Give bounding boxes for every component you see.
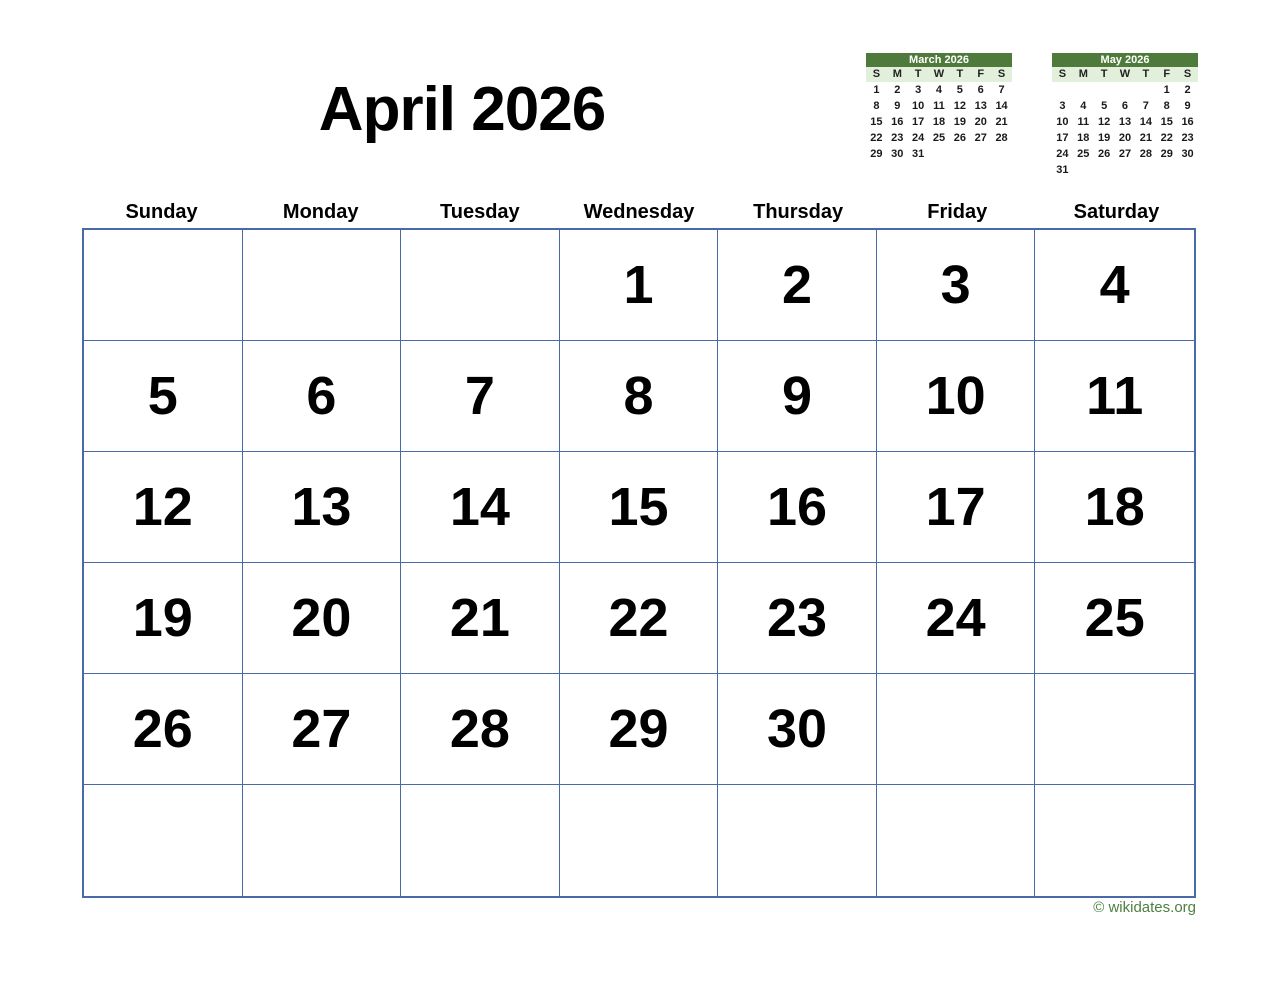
mini-day-8: 8 <box>1163 100 1170 112</box>
day-cell-9 <box>718 341 877 452</box>
mini-week-row <box>1052 114 1198 130</box>
empty-day-cell <box>877 785 1036 896</box>
day-cell-5 <box>84 341 243 452</box>
mini-calendar-day-letters <box>866 67 1012 82</box>
empty-day-cell <box>1035 785 1194 896</box>
mini-day-30: 30 <box>891 148 904 160</box>
mini-calendar-title: May 2026 <box>1052 53 1198 67</box>
day-number: 27 <box>291 699 352 759</box>
weekday-label-saturday: Saturday <box>1073 200 1160 223</box>
mini-day-29: 29 <box>1160 148 1173 160</box>
empty-day-cell <box>243 230 402 341</box>
day-number: 24 <box>925 588 986 648</box>
mini-calendar-may <box>1052 53 1198 178</box>
mini-day-19: 19 <box>1098 132 1111 144</box>
mini-empty-day <box>1052 82 1073 98</box>
weekday-label-sunday: Sunday <box>125 200 198 223</box>
mini-week-row <box>1052 98 1198 114</box>
mini-day-1: 1 <box>1163 84 1170 96</box>
mini-calendar-title: March 2026 <box>866 53 1012 67</box>
mini-day-2: 2 <box>1184 84 1191 96</box>
mini-day-18: 18 <box>932 116 946 128</box>
day-number: 14 <box>449 477 510 537</box>
day-number: 9 <box>782 366 813 426</box>
day-number: 10 <box>925 366 986 426</box>
mini-day-11: 11 <box>1077 116 1090 128</box>
mini-day-21: 21 <box>1139 132 1152 144</box>
day-cell-4 <box>1035 230 1194 341</box>
day-number: 3 <box>940 255 971 315</box>
weekday-label-monday: Monday <box>282 200 359 223</box>
weekday-label-friday: Friday <box>927 200 988 223</box>
mini-day-25: 25 <box>932 132 946 144</box>
day-number: 16 <box>767 477 828 537</box>
day-cell-16 <box>718 452 877 563</box>
day-cell-18 <box>1035 452 1194 563</box>
empty-day-cell <box>401 785 560 896</box>
day-number: 22 <box>608 588 669 648</box>
mini-day-7: 7 <box>998 84 1005 96</box>
day-number: 15 <box>608 477 669 537</box>
mini-empty-day <box>1073 82 1094 98</box>
day-number: 20 <box>291 588 352 648</box>
mini-day-28: 28 <box>1139 148 1152 160</box>
mini-day-22: 22 <box>1160 132 1173 144</box>
mini-day-6: 6 <box>1121 100 1129 112</box>
mini-day-4: 4 <box>935 84 943 96</box>
day-cell-24 <box>877 563 1036 674</box>
day-cell-30 <box>718 674 877 785</box>
day-number: 18 <box>1084 477 1145 537</box>
mini-day-10: 10 <box>1056 116 1069 128</box>
mini-day-17: 17 <box>912 116 925 128</box>
mini-day-27: 27 <box>1118 148 1132 160</box>
mini-calendar-weeks <box>1052 82 1198 178</box>
mini-day-20: 20 <box>974 116 987 128</box>
day-cell-22 <box>560 563 719 674</box>
day-cell-3 <box>877 230 1036 341</box>
day-cell-10 <box>877 341 1036 452</box>
day-number: 6 <box>306 366 337 426</box>
mini-day-12: 12 <box>1098 116 1111 128</box>
mini-week-row <box>866 130 1012 146</box>
day-number: 11 <box>1086 366 1144 426</box>
mini-day-19: 19 <box>953 116 966 128</box>
day-cell-15 <box>560 452 719 563</box>
mini-day-24: 24 <box>912 132 925 144</box>
mini-day-23: 23 <box>1181 132 1194 144</box>
mini-day-9: 9 <box>894 100 901 112</box>
day-number: 23 <box>767 588 828 648</box>
mini-day-16: 16 <box>1181 116 1194 128</box>
mini-day-23: 23 <box>891 132 904 144</box>
mini-day-10: 10 <box>912 100 925 112</box>
day-number: 30 <box>767 699 828 759</box>
mini-day-letter: M <box>1078 68 1088 80</box>
mini-empty-day <box>1073 162 1094 178</box>
mini-day-31: 31 <box>912 148 925 160</box>
mini-day-3: 3 <box>915 84 922 96</box>
empty-day-cell <box>560 785 719 896</box>
mini-week-row <box>866 98 1012 114</box>
mini-day-17: 17 <box>1056 132 1069 144</box>
mini-empty-day <box>1135 82 1156 98</box>
mini-day-7: 7 <box>1142 100 1149 112</box>
mini-week-row <box>866 82 1012 98</box>
mini-day-4: 4 <box>1080 100 1087 112</box>
day-number: 28 <box>449 699 510 759</box>
day-cell-25 <box>1035 563 1194 674</box>
page-title: April 2026 <box>318 75 606 144</box>
mini-day-13: 13 <box>1118 116 1132 128</box>
day-cell-28 <box>401 674 560 785</box>
mini-day-29: 29 <box>870 148 883 160</box>
mini-day-letter: S <box>1183 68 1192 80</box>
day-cell-6 <box>243 341 402 452</box>
mini-week-row <box>866 146 1012 162</box>
copyright-footer: © wikidates.org <box>1093 899 1196 916</box>
mini-day-20: 20 <box>1118 132 1132 144</box>
mini-empty-day <box>1115 162 1136 178</box>
day-cell-7 <box>401 341 560 452</box>
weekday-label-wednesday: Wednesday <box>583 200 695 223</box>
mini-day-letter: F <box>1163 68 1171 80</box>
empty-day-cell <box>877 674 1036 785</box>
day-number: 13 <box>291 477 352 537</box>
empty-day-cell <box>718 785 877 896</box>
day-number: 4 <box>1099 255 1130 315</box>
mini-day-26: 26 <box>1098 148 1111 160</box>
mini-day-15: 15 <box>1160 116 1173 128</box>
empty-day-cell <box>1035 674 1194 785</box>
day-number: 19 <box>132 588 193 648</box>
day-cell-2 <box>718 230 877 341</box>
mini-day-letter: F <box>977 68 985 80</box>
mini-calendar-weeks <box>866 82 1012 162</box>
mini-week-row <box>1052 162 1198 178</box>
mini-week-row <box>866 114 1012 130</box>
mini-day-letter: S <box>872 68 881 80</box>
mini-calendar-march <box>866 53 1012 162</box>
day-number: 5 <box>147 366 178 426</box>
weekday-label-tuesday: Tuesday <box>440 200 520 223</box>
mini-day-21: 21 <box>995 116 1008 128</box>
mini-day-letter: T <box>1142 68 1150 80</box>
mini-day-15: 15 <box>870 116 883 128</box>
mini-day-24: 24 <box>1056 148 1069 160</box>
day-number: 21 <box>449 588 510 648</box>
mini-empty-day <box>929 146 950 162</box>
day-cell-26 <box>84 674 243 785</box>
mini-empty-day <box>1177 162 1198 178</box>
mini-empty-day <box>1094 162 1115 178</box>
day-cell-27 <box>243 674 402 785</box>
mini-day-8: 8 <box>873 100 880 112</box>
mini-empty-day <box>1094 82 1115 98</box>
mini-day-letter: M <box>892 68 902 80</box>
day-cell-8 <box>560 341 719 452</box>
day-number: 8 <box>623 366 654 426</box>
mini-day-letter: T <box>914 68 922 80</box>
day-cell-23 <box>718 563 877 674</box>
day-number: 17 <box>925 477 986 537</box>
mini-day-letter: W <box>1119 68 1131 80</box>
mini-day-27: 27 <box>974 132 987 144</box>
mini-day-13: 13 <box>974 100 987 112</box>
mini-day-letter: T <box>956 68 964 80</box>
day-cell-20 <box>243 563 402 674</box>
mini-empty-day <box>970 146 991 162</box>
calendar-grid <box>82 228 1196 898</box>
mini-day-18: 18 <box>1077 132 1090 144</box>
mini-day-letter: S <box>997 68 1006 80</box>
mini-day-letter: T <box>1100 68 1108 80</box>
mini-empty-day <box>1156 162 1177 178</box>
weekday-label-thursday: Thursday <box>753 200 844 223</box>
day-number: 12 <box>132 477 193 537</box>
mini-day-letter: W <box>933 68 945 80</box>
mini-day-28: 28 <box>995 132 1008 144</box>
day-cell-17 <box>877 452 1036 563</box>
mini-day-14: 14 <box>995 100 1008 112</box>
mini-empty-day <box>991 146 1012 162</box>
mini-day-26: 26 <box>953 132 966 144</box>
mini-week-row <box>1052 82 1198 98</box>
day-cell-11 <box>1035 341 1194 452</box>
day-cell-13 <box>243 452 402 563</box>
mini-day-12: 12 <box>953 100 966 112</box>
day-cell-12 <box>84 452 243 563</box>
day-cell-14 <box>401 452 560 563</box>
mini-day-5: 5 <box>1101 100 1108 112</box>
mini-day-22: 22 <box>870 132 883 144</box>
day-number: 1 <box>623 255 654 315</box>
empty-day-cell <box>401 230 560 341</box>
mini-day-31: 31 <box>1056 164 1069 176</box>
mini-day-11: 11 <box>933 100 945 112</box>
empty-day-cell <box>243 785 402 896</box>
mini-calendar-day-letters <box>1052 67 1198 82</box>
mini-week-row <box>1052 130 1198 146</box>
mini-empty-day <box>1135 162 1156 178</box>
mini-day-3: 3 <box>1059 100 1066 112</box>
day-cell-1 <box>560 230 719 341</box>
mini-day-30: 30 <box>1181 148 1194 160</box>
mini-day-14: 14 <box>1139 116 1152 128</box>
day-cell-21 <box>401 563 560 674</box>
mini-day-1: 1 <box>873 84 880 96</box>
day-number: 7 <box>464 366 495 426</box>
mini-day-letter: S <box>1058 68 1067 80</box>
day-number: 2 <box>782 255 813 315</box>
day-number: 29 <box>608 699 669 759</box>
day-cell-19 <box>84 563 243 674</box>
mini-day-5: 5 <box>956 84 963 96</box>
mini-day-6: 6 <box>977 84 984 96</box>
mini-day-2: 2 <box>894 84 901 96</box>
day-number: 26 <box>132 699 193 759</box>
empty-day-cell <box>84 230 243 341</box>
mini-day-16: 16 <box>891 116 904 128</box>
mini-empty-day <box>949 146 970 162</box>
mini-day-25: 25 <box>1077 148 1090 160</box>
mini-day-9: 9 <box>1184 100 1191 112</box>
day-cell-29 <box>560 674 719 785</box>
mini-empty-day <box>1115 82 1136 98</box>
weekday-header-row <box>82 198 1196 226</box>
empty-day-cell <box>84 785 243 896</box>
day-number: 25 <box>1084 588 1145 648</box>
mini-week-row <box>1052 146 1198 162</box>
